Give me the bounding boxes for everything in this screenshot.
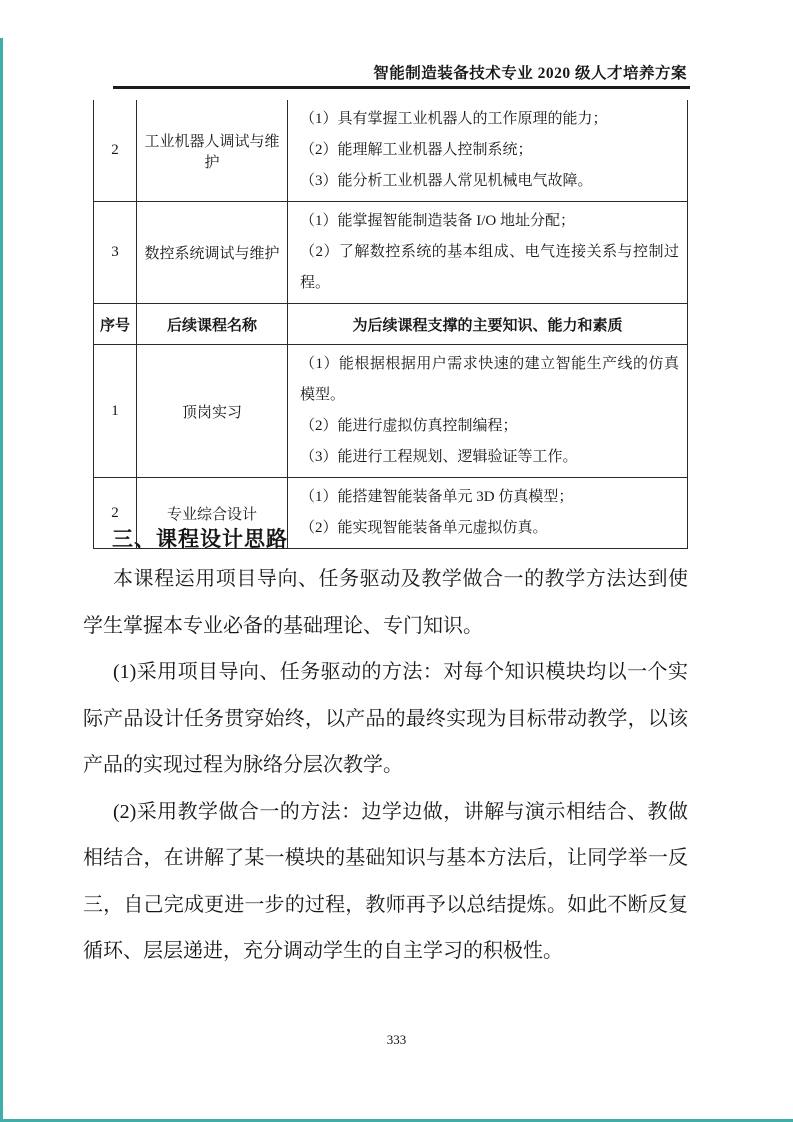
support-points-cell [288,202,688,304]
page-edge-left-line [0,38,3,1122]
course-name-cell: 工业机器人调试与维护 [137,100,288,202]
row-number-cell: 3 [94,202,137,304]
row-number-cell: 2 [94,100,137,202]
support-point: （1）能掌握智能制造装备 I/O 地址分配； [300,213,575,229]
support-points-cell [288,100,688,202]
support-point: （1）具有掌握工业机器人的工作原理的能力； [300,111,608,127]
row-number-cell: 2 [94,478,137,549]
table-row-cnc-system [94,202,688,304]
support-point: （2）能实现智能装备单元虚拟仿真。 [300,520,548,536]
column-header-support: 为后续课程支撑的主要知识、能力和素质 [288,304,688,345]
column-header-no: 序号 [94,304,137,345]
table-row-internship [94,345,688,478]
header-rule [113,86,690,89]
paragraph-method-2: (2)采用教学做合一的方法：边学边做，讲解与演示相结合、教做相结合，在讲解了某一模块的基础知识与基本方法后，让同学举一反三，自己完成更进一步的过程，教师再予以总结提炼。如此不断反复循环、层层递进，充分调动学生的自主学习的积极性。 [83,800,688,962]
support-point: （3）能分析工业机器人常见机械电气故障。 [300,173,593,189]
support-points-cell [288,478,688,549]
table-row-industrial-robot [94,100,688,202]
course-name-cell: 顶岗实习 [137,345,288,478]
support-point: （2）能进行虚拟仿真控制编程； [300,418,518,434]
support-point: （2）了解数控系统的基本组成、电气连接关系与控制过程。 [300,244,679,291]
support-point: （1）能搭建智能装备单元 3D 仿真模型； [300,489,574,505]
support-point: （2）能理解工业机器人控制系统； [300,142,533,158]
support-points-cell [288,345,688,478]
support-point: （3）能进行工程规划、逻辑验证等工作。 [300,449,578,465]
running-header-title: 智能制造装备技术专业 2020 级人才培养方案 [373,65,687,82]
column-header-course: 后续课程名称 [137,304,288,345]
paragraph-intro: 本课程运用项目导向、任务驱动及教学做合一的教学方法达到使学生掌握本专业必备的基础理论、专门知识。 [83,568,688,637]
section-title: 三、课程设计思路 [112,528,288,551]
course-support-table [93,100,688,549]
table-header-row [94,304,688,345]
course-name-cell: 专业综合设计 [137,478,288,549]
paragraph-method-1: (1)采用项目导向、任务驱动的方法：对每个知识模块均以一个实际产品设计任务贯穿始终，以产品的最终实现为目标带动教学，以该产品的实现过程为脉络分层次教学。 [83,661,688,776]
row-number-cell: 1 [94,345,137,478]
support-point: （1）能根据根据用户需求快速的建立智能生产线的仿真模型。 [300,356,679,403]
course-name-cell: 数控系统调试与维护 [137,202,288,304]
page-number: 333 [386,1032,407,1047]
section-body [83,556,688,975]
